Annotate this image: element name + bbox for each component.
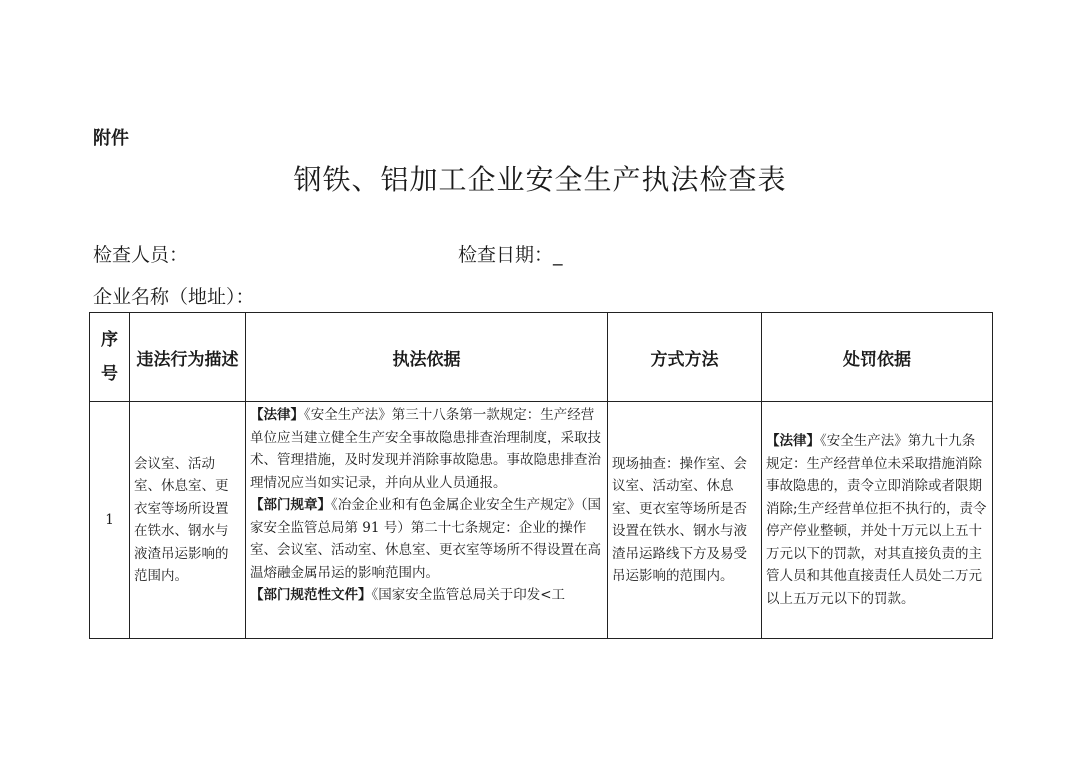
violation-description-cell: 会议室、活动室、休息室、更衣室等场所设置在铁水、钢水与液渣吊运影响的范围内。	[130, 402, 246, 639]
company-name-field-label: 企业名称（地址）：	[93, 286, 255, 308]
legal-basis-cell	[246, 402, 608, 639]
basis-paragraph-law: 【法律】《安全生产法》第三十八条第一款规定：生产经营单位应当建立健全生产安全事故隐患排查治理制度，采取技术、管理措施，及时发现并消除事故隐患。事故隐患排查治理情况应当如实记录，并向从业人员通报。	[250, 407, 601, 491]
table-row	[90, 402, 993, 639]
page-title: 钢铁、铝加工企业安全生产执法检查表	[293, 163, 787, 196]
row-seq-cell: 1	[90, 402, 130, 639]
inspection-date-field-label: 检查日期：_	[458, 244, 563, 266]
table-header-row	[90, 313, 993, 402]
column-header-basis: 执法依据	[246, 313, 608, 402]
column-header-penalty: 处罚依据	[762, 313, 993, 402]
column-header-seq: 序 号	[90, 313, 130, 402]
penalty-basis-cell: 【法律】《安全生产法》第九十九条规定：生产经营单位未采取措施消除事故隐患的，责令立即消除或者限期消除;生产经营单位拒不执行的，责令停产停业整顿，并处十万元以上五十万元以下的罚款，对其直接负责的主管人员和其他直接责任人员处二万元以上五万元以下的罚款。	[762, 402, 993, 639]
basis-paragraph-normative-doc: 【部门规范性文件】《国家安全监管总局关于印发<工	[250, 587, 566, 603]
column-header-violation: 违法行为描述	[130, 313, 246, 402]
basis-paragraph-regulation: 【部门规章】《冶金企业和有色金属企业安全生产规定》（国家安全监管总局第 91 号）第二十七条规定：企业的操作室、会议室、活动室、休息室、更衣室等场所不得设置在高温熔融金属吊运的影响范围内。	[250, 497, 601, 581]
attachment-label: 附件	[93, 128, 129, 149]
inspector-field-label: 检查人员：	[93, 244, 189, 266]
inspection-table	[89, 312, 993, 639]
inspection-method-cell: 现场抽查：操作室、会议室、活动室、休息室、更衣室等场所是否设置在铁水、钢水与液渣吊运路线下方及易受吊运影响的范围内。	[608, 402, 762, 639]
column-header-method: 方式方法	[608, 313, 762, 402]
